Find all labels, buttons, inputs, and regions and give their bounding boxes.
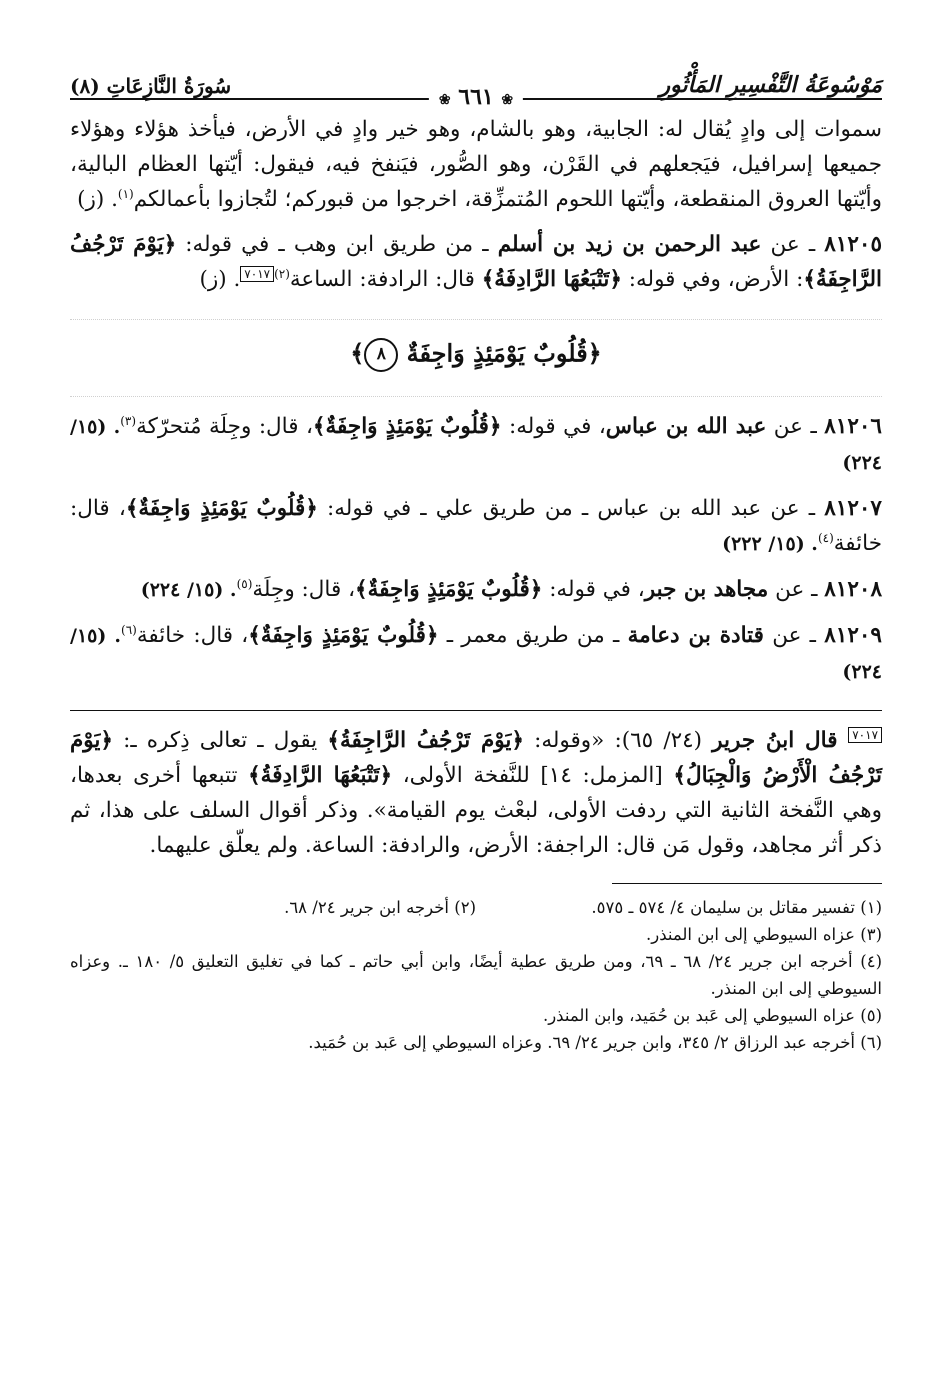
volume-ref: . (١٥/ ٢٢٤) bbox=[140, 579, 237, 601]
entry-number: ٨١٢٠٧ bbox=[824, 496, 882, 521]
quran-quote: ﴿يَوْمَ تَرْجُفُ الرَّاجِفَةُ﴾ bbox=[70, 232, 882, 292]
entry-text: ، في قوله: bbox=[501, 414, 606, 439]
ayah-close: ﴾ bbox=[350, 338, 365, 368]
intro-paragraph bbox=[70, 112, 882, 217]
entry-81208 bbox=[70, 572, 882, 608]
ayah-band bbox=[70, 319, 882, 397]
commentary-text: (٢٤/ ٦٥): «وقوله: bbox=[523, 728, 713, 753]
commentary-speaker: قال ابنُ جرير bbox=[712, 728, 849, 753]
entry-number: ٨١٢٠٥ bbox=[824, 232, 882, 257]
quran-quote: ﴿قُلُوبٌ يَوْمَئِذٍ وَاجِفَةٌ﴾ bbox=[312, 414, 502, 439]
narrator-name: عبد الله بن عباس bbox=[605, 414, 767, 439]
footnote-6: (٦) أخرجه عبد الرزاق ٢/ ٣٤٥، وابن جرير ٢٤/ ٦٩. وعزاه السيوطي إلى عَبد بن حُمَيد. bbox=[308, 1033, 882, 1052]
entry-81205 bbox=[70, 227, 882, 297]
footnote-row bbox=[70, 894, 882, 921]
narrator-name: مجاهد بن جبر bbox=[644, 577, 769, 602]
ornament-icon: ❀ bbox=[438, 92, 451, 108]
entry-text: ـ عن bbox=[763, 623, 825, 648]
narrator-name: عبد الله بن عباس bbox=[597, 496, 762, 521]
footnote-marker[interactable]: (٦) bbox=[121, 622, 137, 637]
entry-text: . (ز) bbox=[199, 267, 241, 292]
page-header bbox=[70, 60, 882, 112]
commentary-text: تتبعها أخرى بعدها، وهي النَّفخة الثانية التي ردفت الأولى، لبعْث يوم القيامة». وذكر أقوال السلف على هذا، ثم ذكر أثر مجاهد، وقول مَن قال: الراجفة: الأرض، والرادفة: الساعة. ولم يعلّق عليهما. bbox=[70, 763, 882, 858]
intro-tail: . (ز) bbox=[77, 187, 118, 212]
quran-quote: ﴿يَوْمَ تَرْجُفُ الْأَرْضُ وَالْجِبَالُ﴾ bbox=[70, 728, 882, 788]
entry-number: ٨١٢٠٦ bbox=[824, 414, 882, 439]
ayah-number-medallion: ٨ bbox=[364, 338, 398, 372]
footnote-marker[interactable]: (٢) bbox=[274, 266, 290, 281]
page-number-value: ٦٦١ bbox=[458, 84, 494, 110]
entry-81209 bbox=[70, 618, 882, 690]
entry-text: ـ من طريق علي ـ في قوله: bbox=[317, 496, 598, 521]
footnote-2: (٢) أخرجه ابن جرير ٢٤/ ٦٨. bbox=[284, 898, 476, 917]
quran-quote: ﴿قُلُوبٌ يَوْمَئِذٍ وَاجِفَةٌ﴾ bbox=[125, 496, 318, 521]
ayah-heading bbox=[70, 338, 882, 372]
entry-text: ـ عن bbox=[761, 232, 825, 257]
page-number bbox=[429, 84, 523, 110]
entry-text: قال: الرادفة: الساعة bbox=[289, 267, 482, 292]
footnote-marker[interactable]: (١) bbox=[117, 186, 134, 201]
narrator-name: عبد الرحمن بن زيد بن أسلم bbox=[497, 232, 762, 257]
footnote-marker[interactable]: (٣) bbox=[120, 413, 137, 428]
ayah-text: ﴿قُلُوبٌ يَوْمَئِذٍ وَاجِفَةٌ bbox=[406, 338, 602, 368]
entry-text: ، قال: وجِلَة bbox=[252, 577, 356, 602]
entry-text: ـ عن bbox=[768, 577, 825, 602]
footnote-4: (٤) أخرجه ابن جرير ٢٤/ ٦٨ ـ ٦٩، ومن طريق عطية أيضًا، وابن أبي حاتم ـ كما في تغليق التعليق ٥/ ١٨٠ ـ. وعزاه السيوطي إلى ابن المنذر. bbox=[70, 952, 883, 998]
entry-text: ـ من طريق ابن وهب ـ في قوله: bbox=[176, 232, 498, 257]
commentary-ref-box[interactable]: ٧٠١٧ bbox=[240, 266, 274, 282]
commentary-text: يقول ـ تعالى ذِكره ـ: bbox=[113, 728, 328, 753]
quran-quote: ﴿تَتْبَعُهَا الرَّادِفَةُ﴾ bbox=[481, 267, 622, 292]
narrator-name: قتادة بن دعامة bbox=[627, 623, 764, 648]
quran-quote: ﴿قُلُوبٌ يَوْمَئِذٍ وَاجِفَةٌ﴾ bbox=[355, 577, 543, 602]
commentary-rule bbox=[70, 710, 882, 711]
volume-ref: . (١٥/ ٢٢٢) bbox=[722, 533, 818, 555]
entry-text: ، قال: خائفة bbox=[136, 623, 249, 648]
entry-text: ـ من طريق معمر ـ bbox=[438, 623, 628, 648]
volume-ref: . (١٥/ ٢٢٤) bbox=[70, 625, 882, 683]
footnote-rule bbox=[612, 883, 882, 884]
entry-text: ـ عن bbox=[761, 496, 825, 521]
footnote-3: (٣) عزاه السيوطي إلى ابن المنذر. bbox=[646, 925, 882, 944]
entry-text: ، قال: خائفة bbox=[70, 496, 882, 556]
entry-text: : الأرض، وفي قوله: bbox=[621, 267, 804, 292]
quran-quote: ﴿تَتْبَعُهَا الرَّادِفَةُ﴾ bbox=[248, 763, 393, 788]
volume-ref: . (١٥/ ٢٢٤) bbox=[70, 416, 882, 474]
footnote-marker[interactable]: (٥) bbox=[236, 576, 253, 591]
footnotes bbox=[70, 894, 882, 1056]
entry-text: ـ عن bbox=[766, 414, 825, 439]
commentary-text: [المزمل: ١٤] للنَّفخة الأولى، bbox=[392, 763, 674, 788]
ornament-icon: ❀ bbox=[501, 92, 514, 108]
entry-81206 bbox=[70, 409, 882, 481]
footnote-marker[interactable]: (٤) bbox=[817, 530, 834, 545]
footnote-5: (٥) عزاه السيوطي إلى عَبد بن حُمَيد، وابن المنذر. bbox=[542, 1006, 882, 1025]
entry-81207 bbox=[70, 491, 882, 562]
quran-quote: ﴿يَوْمَ تَرْجُفُ الرَّاجِفَةُ﴾ bbox=[327, 728, 524, 753]
surah-title: سُورَةُ النَّازِعَاتِ (٨) bbox=[70, 74, 232, 98]
entry-number: ٨١٢٠٨ bbox=[824, 577, 882, 602]
entry-text: ، قال: وجِلَة مُتحرّكة bbox=[136, 414, 313, 439]
intro-line: فيقول: أيّتها العظام البالية، وأيّتها العروق المنقطعة، وأيّتها اللحوم المُتمزِّقة، bbox=[70, 152, 882, 212]
entry-number: ٨١٢٠٩ bbox=[824, 623, 882, 648]
intro-line: هؤلاء وهؤلاء جميعها إسرافيل، فيَجعلهم في القَرْن، وهو الصُّور، فيَنفخ فيه، bbox=[70, 117, 883, 177]
intro-line: سموات إلى وادٍ يُقال له: الجابية، وهو بالشام، وهو خير وادٍ في الأرض، فيأخذ bbox=[187, 117, 882, 142]
page bbox=[70, 60, 882, 1056]
quran-quote: ﴿قُلُوبٌ يَوْمَئِذٍ وَاجِفَةٌ﴾ bbox=[248, 623, 439, 648]
commentary-number-box: ٧٠١٧ bbox=[848, 727, 882, 743]
entry-text: ، في قوله: bbox=[542, 577, 645, 602]
footnote-1: (١) تفسير مقاتل بن سليمان ٤/ ٥٧٤ ـ ٥٧٥. bbox=[591, 898, 882, 917]
commentary-paragraph bbox=[70, 723, 882, 863]
intro-line: اخرجوا من قبوركم؛ لتُجازوا بأعمالكم bbox=[133, 187, 458, 212]
series-title: مَوْسُوعَةُ التَّفْسِيرِ المَأْثُورِ bbox=[659, 72, 882, 98]
